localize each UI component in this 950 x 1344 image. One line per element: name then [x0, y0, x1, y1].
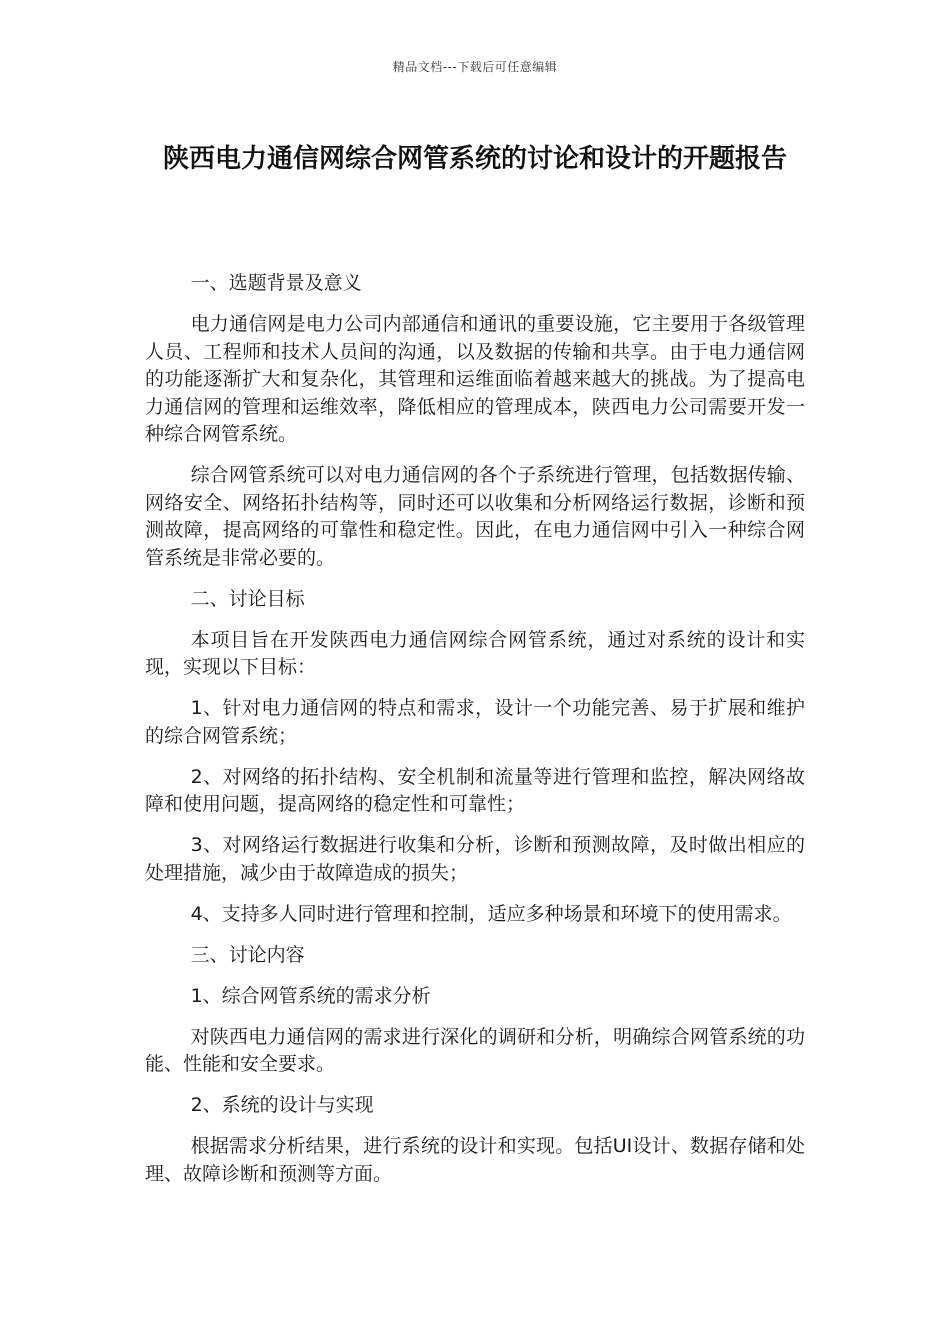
section-heading-3: 三、讨论内容: [190, 943, 305, 966]
paragraph: 本项目旨在开发陕西电力通信网综合网管系统，通过对系统的设计和实现，实现以下目标：: [145, 628, 805, 678]
subsection-heading: 1、综合网管系统的需求分析: [190, 984, 431, 1007]
list-item: 1、针对电力通信网的特点和需求，设计一个功能完善、易于扩展和维护的综合网管系统；: [145, 697, 805, 747]
list-item: 3、对网络运行数据进行收集和分析，诊断和预测故障，及时做出相应的处理措施，减少由于故障造成的损失；: [145, 834, 805, 884]
paragraph: 电力通信网是电力公司内部通信和通讯的重要设施，它主要用于各级管理人员、工程师和技术人员间的沟通，以及数据的传输和共享。由于电力通信网的功能逐渐扩大和复杂化，其管理和运维面临着越来越大的挑战。为了提高电力通信网的管理和运维效率，降低相应的管理成本，陕西电力公司需要开发一种综合网管系统。: [145, 313, 805, 445]
paragraph: 对陕西电力通信网的需求进行深化的调研和分析，明确综合网管系统的功能、性能和安全要求。: [145, 1025, 805, 1075]
header-note: 精品文档---下载后可任意编辑: [392, 60, 558, 74]
document-body: [145, 270, 805, 1202]
paragraph: 综合网管系统可以对电力通信网的各个子系统进行管理，包括数据传输、网络安全、网络拓扑结构等，同时还可以收集和分析网络运行数据，诊断和预测故障，提高网络的可靠性和稳定性。因此，在电力通信网中引入一种综合网管系统是非常必要的。: [145, 464, 805, 569]
paragraph: 根据需求分析结果，进行系统的设计和实现。包括UI设计、数据存储和处理、故障诊断和预测等方面。: [145, 1135, 805, 1185]
document-title: 陕西电力通信网综合网管系统的讨论和设计的开题报告: [162, 144, 787, 174]
list-item: 4、支持多人同时进行管理和控制，适应多种场景和环境下的使用需求。: [190, 902, 792, 925]
list-item: 2、对网络的拓扑结构、安全机制和流量等进行管理和监控，解决网络故障和使用问题，提高网络的稳定性和可靠性；: [145, 765, 805, 815]
subsection-heading: 2、系统的设计与实现: [190, 1094, 374, 1116]
section-heading-1: 一、选题背景及意义: [190, 272, 362, 294]
section-heading-2: 二、讨论目标: [190, 587, 305, 610]
